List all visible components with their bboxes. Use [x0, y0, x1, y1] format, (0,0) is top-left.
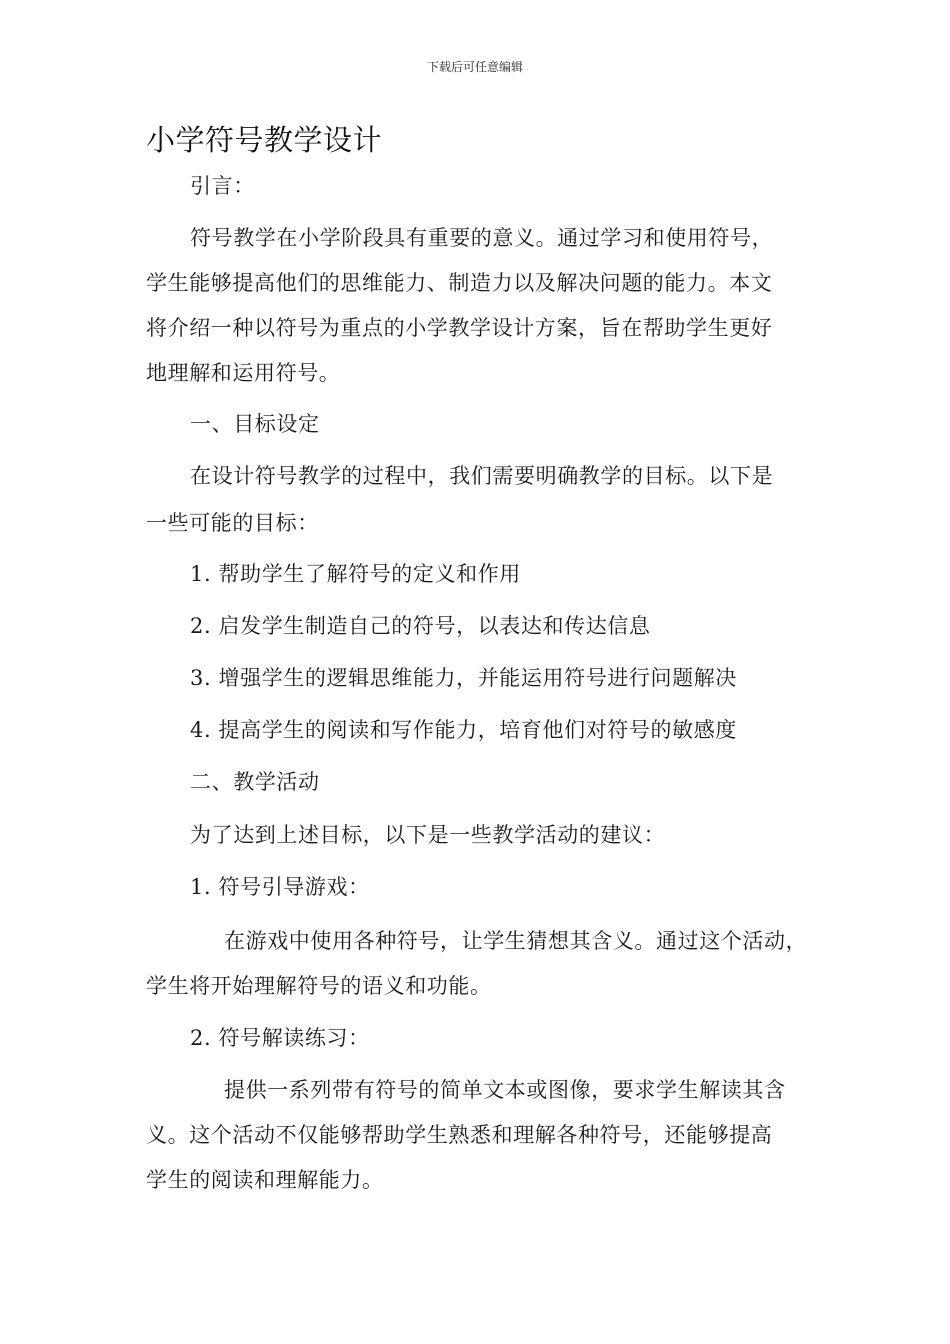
list-item: 2. 符号解读练习： [190, 1026, 370, 1050]
list-item: 1. 帮助学生了解符号的定义和作用 [190, 562, 521, 586]
paragraph-line: 学生将开始理解符号的语义和功能。 [146, 974, 492, 998]
section-intro-heading: 引言： [190, 174, 255, 198]
list-item: 3. 增强学生的逻辑思维能力，并能运用符号进行问题解决 [190, 666, 737, 690]
paragraph-line: 为了达到上述目标，以下是一些教学活动的建议： [190, 823, 666, 847]
list-item: 1. 符号引导游戏： [190, 875, 370, 899]
list-item: 2. 启发学生制造自己的符号，以表达和传达信息 [190, 614, 651, 638]
paragraph-line: 在设计符号教学的过程中，我们需要明确教学的目标。以下是 [190, 464, 774, 488]
paragraph-line: 符号教学在小学阶段具有重要的意义。通过学习和使用符号， [190, 226, 774, 250]
header-note: 下载后可任意编辑 [426, 60, 523, 74]
paragraph-line: 地理解和运用符号。 [146, 361, 341, 385]
paragraph-line: 将介绍一种以符号为重点的小学教学设计方案，旨在帮助学生更好 [146, 316, 773, 340]
document-title: 小学符号教学设计 [146, 123, 383, 157]
section-heading: 二、教学活动 [190, 770, 320, 794]
list-item: 4. 提高学生的阅读和写作能力，培育他们对符号的敏感度 [190, 718, 737, 742]
section-heading: 一、目标设定 [190, 412, 320, 436]
paragraph-line: 义。这个活动不仅能够帮助学生熟悉和理解各种符号，还能够提高 [146, 1123, 773, 1147]
paragraph-line: 提供一系列带有符号的简单文本或图像，要求学生解读其含 [224, 1078, 786, 1102]
paragraph-line: 学生能够提高他们的思维能力、制造力以及解决问题的能力。本文 [146, 271, 773, 295]
paragraph-line: 在游戏中使用各种符号，让学生猜想其含义。通过这个活动， [224, 929, 808, 953]
paragraph-line: 一些可能的目标： [146, 511, 319, 535]
paragraph-line: 学生的阅读和理解能力。 [146, 1168, 384, 1192]
